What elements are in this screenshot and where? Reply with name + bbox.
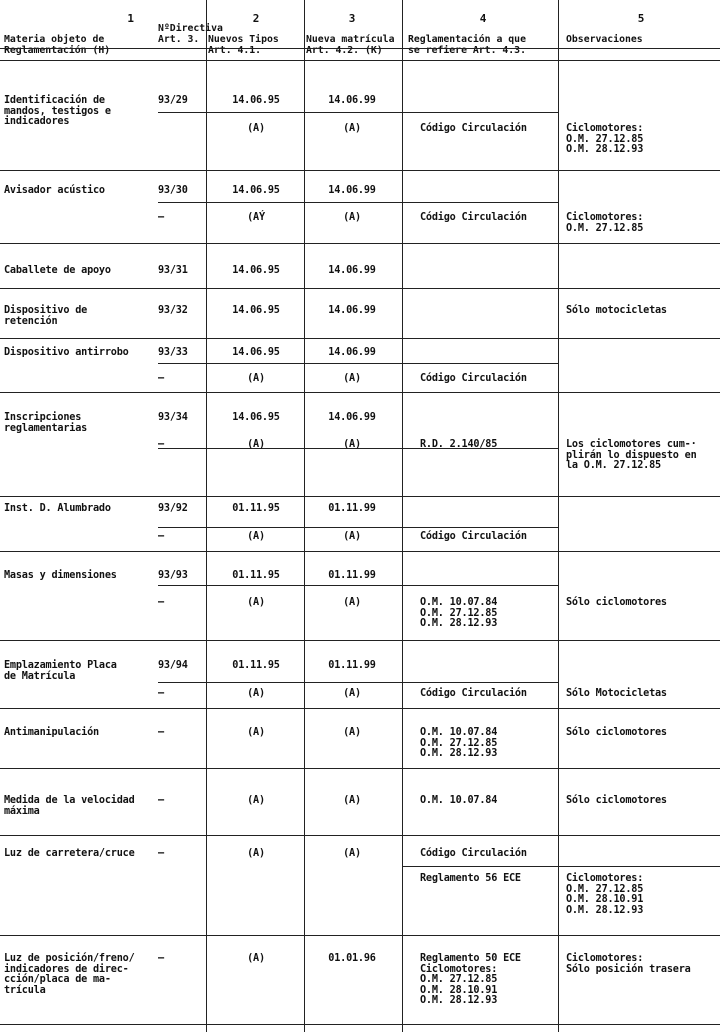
row-materia: Dispositivo antirrobo xyxy=(4,347,129,358)
row-directiva: – xyxy=(158,373,164,384)
row-directiva: – xyxy=(158,212,164,223)
row-materia: Medida de la velocidad máxima xyxy=(4,795,135,817)
row-reglamentacion: O.M. 10.07.84 O.M. 27.12.85 O.M. 28.12.93 xyxy=(420,727,498,760)
row-nuevos-tipos: 14.06.95 xyxy=(232,412,280,423)
row-divider xyxy=(402,866,720,867)
header-rule xyxy=(0,60,720,61)
row-divider xyxy=(0,288,720,289)
header-materia: 1 Materia objeto de Reglamentación (H) xyxy=(4,12,134,56)
header-rule xyxy=(0,48,720,49)
row-observaciones: Sólo ciclomotores xyxy=(566,727,667,738)
row-nueva-matricula: (A) xyxy=(343,688,361,699)
row-nuevos-tipos: 01.11.95 xyxy=(232,660,280,671)
row-nuevos-tipos: 14.06.95 xyxy=(232,305,280,316)
header-nueva-matricula: 3 Nueva matrícula Art. 4.2. (K) xyxy=(306,12,395,56)
row-nuevos-tipos: 14.06.95 xyxy=(232,185,280,196)
row-nueva-matricula: (A) xyxy=(343,848,361,859)
row-directiva: 93/31 xyxy=(158,265,188,276)
row-directiva: – xyxy=(158,439,164,450)
row-nueva-matricula: (A) xyxy=(343,373,361,384)
row-nuevos-tipos: (A) xyxy=(247,531,265,542)
row-divider xyxy=(0,243,720,244)
row-nuevos-tipos: (A) xyxy=(247,373,265,384)
row-nuevos-tipos: (A) xyxy=(247,848,265,859)
row-divider xyxy=(0,170,720,171)
row-directiva: – xyxy=(158,688,164,699)
row-divider xyxy=(158,682,558,683)
row-nueva-matricula: 01.11.99 xyxy=(328,570,376,581)
row-directiva: 93/33 xyxy=(158,347,188,358)
row-reglamentacion: Código Circulación xyxy=(420,123,527,134)
row-divider xyxy=(0,1024,720,1025)
row-directiva: 93/30 xyxy=(158,185,188,196)
column-divider xyxy=(558,0,559,1032)
row-reglamentacion: Código Circulación xyxy=(420,848,527,859)
row-materia: Masas y dimensiones xyxy=(4,570,117,581)
row-divider xyxy=(0,835,720,836)
row-materia: Caballete de apoyo xyxy=(4,265,111,276)
row-divider xyxy=(0,640,720,641)
row-divider xyxy=(0,768,720,769)
row-divider xyxy=(0,338,720,339)
row-divider xyxy=(158,585,558,586)
row-reglamentacion: Código Circulación xyxy=(420,212,527,223)
header-nuevos-tipos: 2 Nuevos Tipos Art. 4.1. xyxy=(208,12,279,56)
row-nuevos-tipos: (A) xyxy=(247,688,265,699)
row-directiva: 93/34 xyxy=(158,412,188,423)
column-divider xyxy=(402,0,403,1032)
row-materia: Antimanipulación xyxy=(4,727,99,738)
row-nueva-matricula: 14.06.99 xyxy=(328,265,376,276)
row-nueva-matricula: 01.11.99 xyxy=(328,660,376,671)
row-directiva: 93/92 xyxy=(158,503,188,514)
row-nuevos-tipos: (A) xyxy=(247,597,265,608)
row-directiva: – xyxy=(158,727,164,738)
row-directiva: 93/32 xyxy=(158,305,188,316)
row-reglamentacion: Código Circulación xyxy=(420,688,527,699)
row-reglamentacion: R.D. 2.140/85 xyxy=(420,439,498,450)
row-divider xyxy=(158,202,558,203)
row-nuevos-tipos: 01.11.95 xyxy=(232,570,280,581)
row-divider xyxy=(158,527,558,528)
row-directiva: 93/94 xyxy=(158,660,188,671)
row-nueva-matricula: 14.06.99 xyxy=(328,305,376,316)
row-observaciones: Ciclomotores: O.M. 27.12.85 xyxy=(566,212,644,234)
row-divider xyxy=(158,363,558,364)
row-divider xyxy=(0,392,720,393)
row-observaciones: Sólo motocicletas xyxy=(566,305,667,316)
row-divider xyxy=(0,935,720,936)
column-divider xyxy=(206,0,207,1032)
row-reglamentacion: O.M. 10.07.84 O.M. 27.12.85 O.M. 28.12.93 xyxy=(420,597,498,630)
row-divider xyxy=(0,708,720,709)
row-observaciones: Sólo Motocicletas xyxy=(566,688,667,699)
row-nueva-matricula: 01.11.99 xyxy=(328,503,376,514)
row-divider xyxy=(402,112,558,113)
row-nuevos-tipos: (A) xyxy=(247,953,265,964)
row-nuevos-tipos: 01.11.95 xyxy=(232,503,280,514)
row-nueva-matricula: (A) xyxy=(343,597,361,608)
row-nueva-matricula: (A) xyxy=(343,123,361,134)
header-observaciones: 5 Observaciones xyxy=(566,12,645,46)
row-materia: Identificación de mandos, testigos e indicadores xyxy=(4,95,111,128)
row-reglamentacion: Reglamento 56 ECE xyxy=(420,873,521,884)
row-observaciones: Ciclomotores: O.M. 27.12.85 O.M. 28.10.91 O.M. 28.12.93 xyxy=(566,873,644,916)
row-nueva-matricula: 14.06.99 xyxy=(328,412,376,423)
row-directiva: – xyxy=(158,597,164,608)
row-divider xyxy=(158,112,402,113)
row-materia: Inst. D. Alumbrado xyxy=(4,503,111,514)
row-materia: Luz de carretera/cruce xyxy=(4,848,135,859)
row-nueva-matricula: (A) xyxy=(343,439,361,450)
row-observaciones: Sólo ciclomotores xyxy=(566,795,667,806)
row-observaciones: Ciclomotores: O.M. 27.12.85 O.M. 28.12.93 xyxy=(566,123,644,156)
row-divider xyxy=(0,496,720,497)
row-nuevos-tipos: 14.06.95 xyxy=(232,347,280,358)
row-directiva: – xyxy=(158,848,164,859)
header-directiva: NºDirectiva Art. 3. xyxy=(158,23,223,45)
column-divider xyxy=(304,0,305,1032)
row-nueva-matricula: (A) xyxy=(343,531,361,542)
row-observaciones: Sólo ciclomotores xyxy=(566,597,667,608)
row-reglamentacion: O.M. 10.07.84 xyxy=(420,795,498,806)
row-directiva: 93/29 xyxy=(158,95,188,106)
row-nuevos-tipos: (A) xyxy=(247,123,265,134)
row-observaciones: Ciclomotores: Sólo posición trasera xyxy=(566,953,691,975)
row-materia: Emplazamiento Placa de Matrícula xyxy=(4,660,117,682)
row-nuevos-tipos: (AÝ xyxy=(247,212,265,223)
row-nueva-matricula: (A) xyxy=(343,212,361,223)
row-reglamentacion: Código Circulación xyxy=(420,373,527,384)
row-nueva-matricula: 14.06.99 xyxy=(328,185,376,196)
row-nuevos-tipos: (A) xyxy=(247,795,265,806)
row-directiva: 93/93 xyxy=(158,570,188,581)
row-materia: Inscripciones reglamentarias xyxy=(4,412,88,434)
row-directiva: – xyxy=(158,531,164,542)
row-materia: Luz de posición/freno/ indicadores de direc- cción/placa de ma- trícula xyxy=(4,953,135,996)
row-nueva-matricula: 14.06.99 xyxy=(328,95,376,106)
row-nuevos-tipos: (A) xyxy=(247,439,265,450)
row-nueva-matricula: 01.01.96 xyxy=(328,953,376,964)
row-nuevos-tipos: 14.06.95 xyxy=(232,265,280,276)
row-nueva-matricula: 14.06.99 xyxy=(328,347,376,358)
row-materia: Avisador acústico xyxy=(4,185,105,196)
row-nueva-matricula: (A) xyxy=(343,795,361,806)
row-nuevos-tipos: (A) xyxy=(247,727,265,738)
row-divider xyxy=(0,551,720,552)
row-materia: Dispositivo de retención xyxy=(4,305,88,327)
row-reglamentacion: Reglamento 50 ECE Ciclomotores: O.M. 27.12.85 O.M. 28.10.91 O.M. 28.12.93 xyxy=(420,953,521,1007)
row-directiva: – xyxy=(158,953,164,964)
row-reglamentacion: Código Circulación xyxy=(420,531,527,542)
header-reglamentacion: 4 Reglamentación a que se refiere Art. 4.3. xyxy=(408,12,526,56)
row-nueva-matricula: (A) xyxy=(343,727,361,738)
row-directiva: – xyxy=(158,795,164,806)
row-observaciones: Los ciclomotores cum-· plirán lo dispuesto en la O.M. 27.12.85 xyxy=(566,439,697,472)
row-nuevos-tipos: 14.06.95 xyxy=(232,95,280,106)
